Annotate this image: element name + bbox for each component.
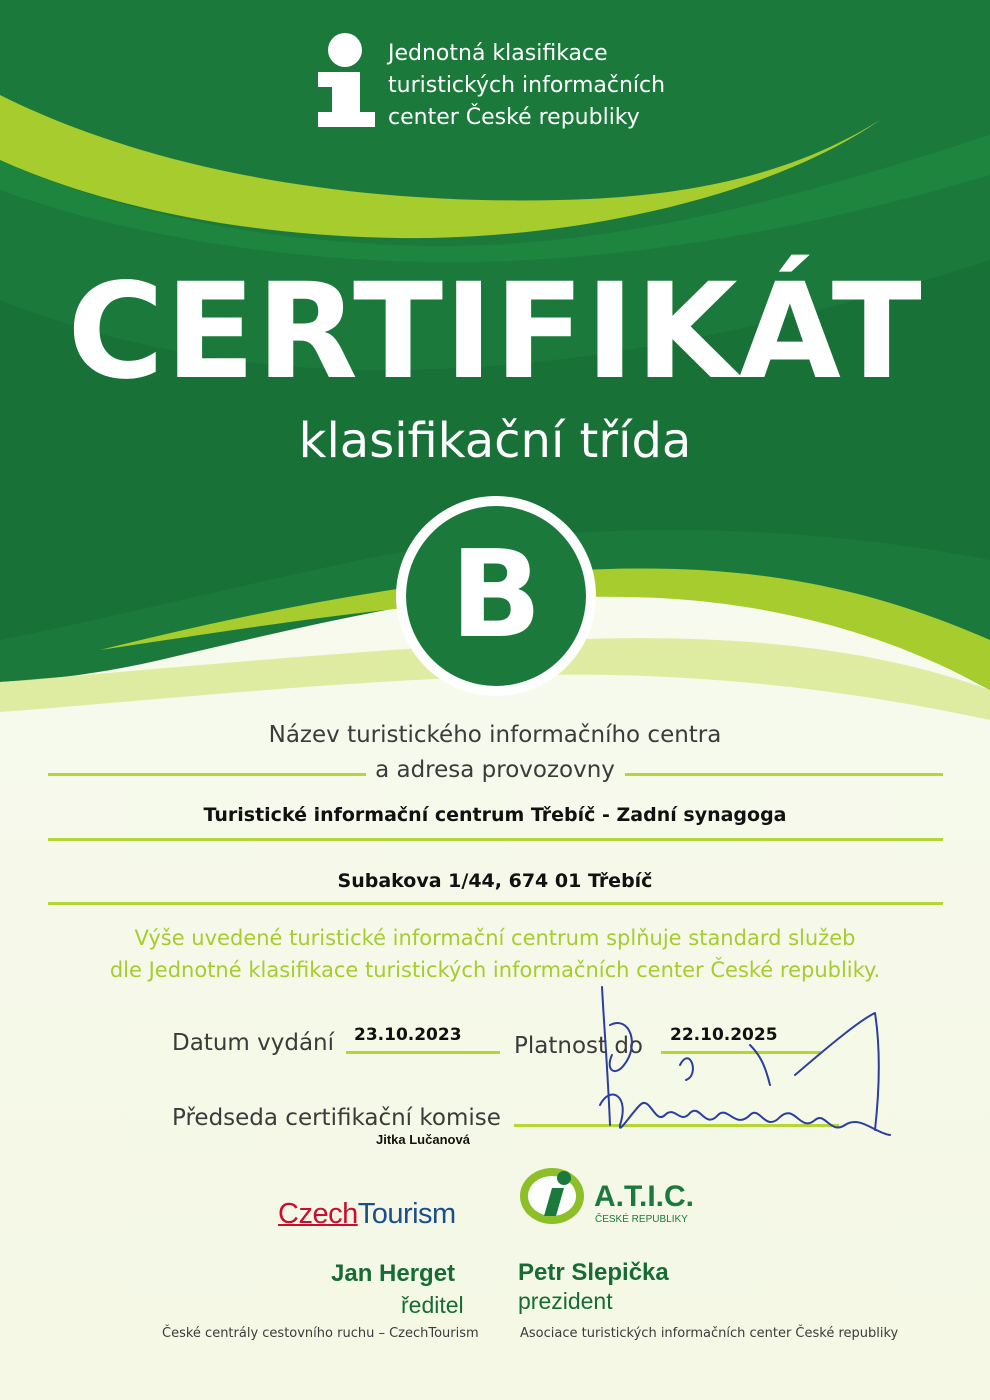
czechtourism-org: České centrály cestovního ruchu – CzechTourism <box>162 1326 479 1341</box>
signature-image <box>590 985 900 1160</box>
issue-date-line <box>346 1051 500 1054</box>
divider-name <box>48 838 943 841</box>
atic-logo-icon <box>518 1158 590 1230</box>
validity-label: Platnost do <box>514 1033 644 1059</box>
chair-label: Předseda certifikační komise <box>172 1105 501 1131</box>
center-label-line-2: a adresa provozovny <box>375 757 615 783</box>
issue-date-label: Datum vydání <box>172 1030 334 1056</box>
center-label-line-1: Název turistického informačního centra <box>268 722 722 748</box>
atic-president-role: prezident <box>518 1288 613 1314</box>
header-line-1: Jednotná klasifikace <box>388 41 608 66</box>
issue-date-value: 23.10.2023 <box>354 1025 462 1045</box>
czechtourism-director-role: ředitel <box>401 1292 464 1318</box>
certificate-title: CERTIFIKÁT <box>67 255 923 409</box>
czechtourism-logo <box>278 1198 456 1231</box>
atic-logo-text: A.T.I.C. <box>594 1180 695 1213</box>
statement-line-2: dle Jednotné klasifikace turistických informačních center České republiky. <box>109 958 881 982</box>
atic-org: Asociace turistických informačních center České republiky <box>520 1326 899 1341</box>
center-name: Turistické informační centrum Třebíč - Zadní synagoga <box>203 804 787 826</box>
czechtourism-logo-part2: Tourism <box>357 1198 456 1230</box>
header-line-3: center České republiky <box>388 105 640 130</box>
atic-president-name: Petr Slepička <box>518 1259 669 1286</box>
divider-address <box>48 902 943 905</box>
certificate-subtitle: klasifikační třída <box>298 413 692 469</box>
center-address: Subakova 1/44, 674 01 Třebíč <box>337 870 653 892</box>
divider-right <box>625 773 943 776</box>
chair-name: Jitka Lučanová <box>376 1132 470 1147</box>
validity-value: 22.10.2025 <box>670 1025 778 1045</box>
grade-badge: B <box>450 526 542 665</box>
czechtourism-logo-part1: Czech <box>278 1198 358 1230</box>
statement-line-1: Výše uvedené turistické informační centrum splňuje standard služeb <box>134 926 856 950</box>
atic-logo-sub: ČESKÉ REPUBLIKY <box>595 1214 688 1225</box>
header-line-2: turistických informačních <box>388 73 666 98</box>
czechtourism-director-name: Jan Herget <box>331 1260 456 1287</box>
